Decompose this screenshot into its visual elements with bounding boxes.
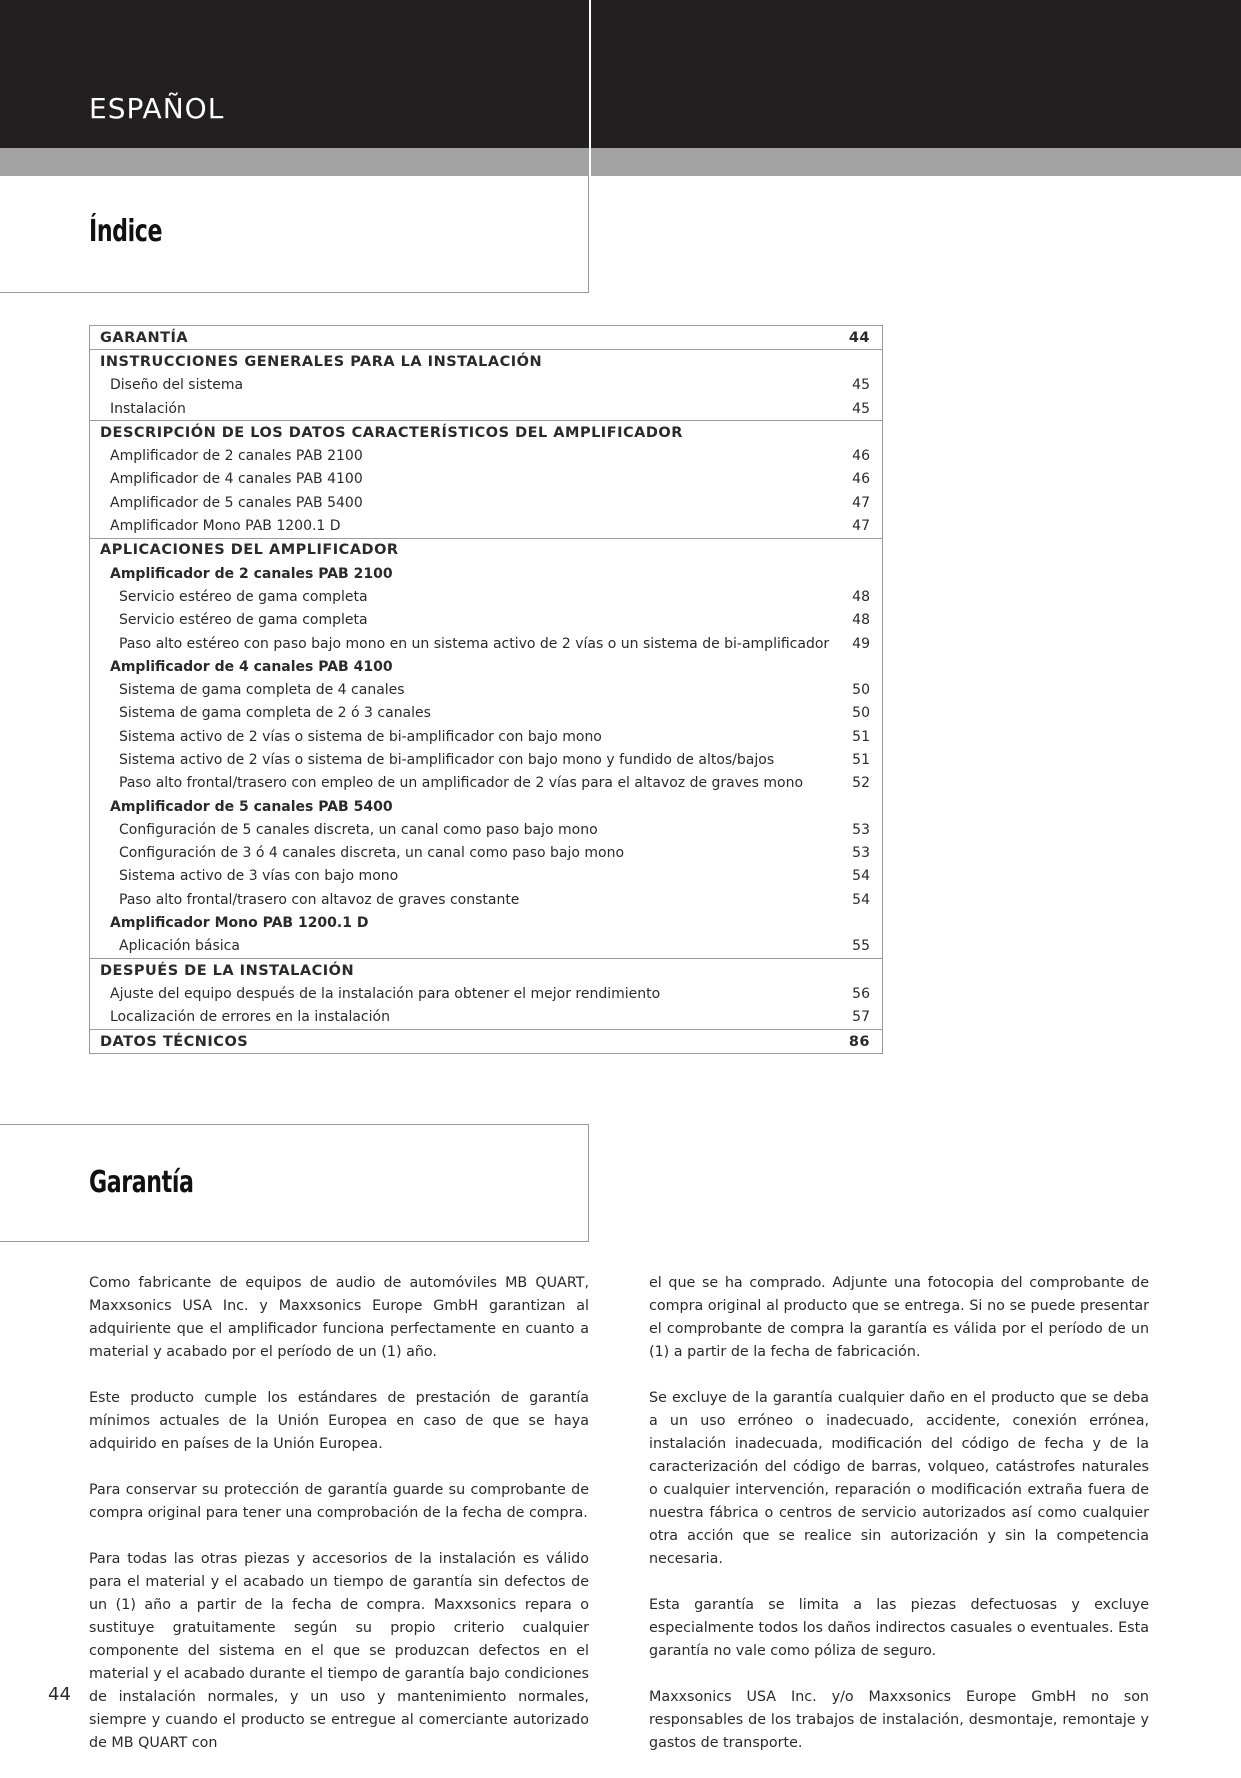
toc-entry[interactable]	[90, 514, 882, 537]
page-number: 44	[48, 1684, 71, 1705]
toc-entry-page: 48	[852, 612, 870, 629]
table-of-contents	[89, 325, 883, 1054]
toc-entry[interactable]	[90, 421, 882, 444]
index-title-box	[0, 176, 589, 293]
toc-entry-label: Sistema de gama completa de 2 ó 3 canales	[119, 705, 431, 722]
toc-entry[interactable]	[90, 678, 882, 701]
toc-entry-label: Diseño del sistema	[110, 377, 244, 394]
toc-entry[interactable]	[90, 959, 882, 982]
toc-entry-page: 54	[852, 891, 870, 908]
toc-entry-page: 50	[852, 705, 870, 722]
toc-entry-label: Configuración de 3 ó 4 canales discreta, un canal como paso bajo mono	[119, 845, 625, 862]
toc-entry[interactable]	[90, 911, 882, 934]
toc-entry-label: Sistema activo de 2 vías o sistema de bi-amplificador con bajo mono y fundido de altos/bajos	[119, 751, 775, 768]
warranty-paragraph: Para todas las otras piezas y accesorios de la instalación es válido para el material y el acabado un tiempo de garantía sin defectos de un (1) año a partir de la fecha de compra. Maxxsonics repara o sustituye gratuitamente según su propio criterio cualquier componente del sistema en el que se produzcan defectos en el material y el acabado durante el tiempo de garantía bajo condiciones de instalación normales, y un uso y mantenimiento normales, siempre y cuando el producto se entregue al comerciante autorizado de MB QUART con	[89, 1551, 589, 1751]
toc-entry-label: Localización de errores en la instalación	[110, 1009, 390, 1026]
toc-entry-label: Instalación	[110, 400, 186, 417]
toc-entry-label: Amplificador de 4 canales PAB 4100	[110, 658, 393, 675]
toc-group	[90, 349, 882, 420]
toc-entry-label: Amplificador Mono PAB 1200.1 D	[110, 518, 341, 535]
language-label: ESPAÑOL	[89, 92, 225, 125]
toc-group	[90, 326, 882, 349]
toc-entry-label: Sistema activo de 3 vías con bajo mono	[119, 868, 399, 885]
toc-entry-page: 47	[852, 494, 870, 511]
toc-entry-page: 48	[852, 588, 870, 605]
toc-entry[interactable]	[90, 326, 882, 349]
warranty-paragraph: Como fabricante de equipos de audio de automóviles MB QUART, Maxxsonics USA Inc. y Maxxsonics Europe GmbH garantizan al adquiriente que el amplificador funciona perfectamente en cuanto a material y acabado por el período de un (1) año.	[89, 1275, 589, 1360]
toc-entry[interactable]	[90, 585, 882, 608]
toc-entry-label: Paso alto frontal/trasero con altavoz de graves constante	[119, 891, 520, 908]
warranty-title: Garantía	[89, 1165, 194, 1200]
warranty-paragraph: Para conservar su protección de garantía guarde su comprobante de compra original para tener una comprobación de la fecha de compra.	[89, 1482, 589, 1521]
toc-entry-page: 46	[852, 448, 870, 465]
toc-entry[interactable]	[90, 397, 882, 420]
toc-entry-page: 44	[848, 329, 870, 346]
toc-entry[interactable]	[90, 1006, 882, 1029]
toc-entry-page: 57	[852, 1009, 870, 1026]
toc-entry-label: DATOS TÉCNICOS	[100, 1033, 249, 1050]
toc-entry[interactable]	[90, 444, 882, 467]
toc-entry-label: Amplificador de 2 canales PAB 2100	[110, 448, 363, 465]
toc-entry[interactable]	[90, 632, 882, 655]
toc-entry-page: 51	[852, 728, 870, 745]
toc-entry-page: 45	[852, 377, 870, 394]
toc-entry-page: 47	[852, 518, 870, 535]
toc-entry-page: 54	[852, 868, 870, 885]
toc-entry[interactable]	[90, 702, 882, 725]
toc-entry-label: Paso alto estéreo con paso bajo mono en un sistema activo de 2 vías o un sistema de bi-amplificador	[119, 635, 830, 652]
toc-group	[90, 538, 882, 958]
toc-entry[interactable]	[90, 491, 882, 514]
toc-entry[interactable]	[90, 842, 882, 865]
toc-entry-label: INSTRUCCIONES GENERALES PARA LA INSTALACIÓN	[100, 353, 543, 370]
index-title: Índice	[89, 214, 163, 249]
toc-entry-label: APLICACIONES DEL AMPLIFICADOR	[100, 542, 399, 559]
toc-entry-label: Servicio estéreo de gama completa	[119, 612, 368, 629]
toc-entry-page: 55	[852, 938, 870, 955]
warranty-column-right	[649, 1272, 1149, 1778]
header-band	[0, 0, 1241, 148]
toc-entry[interactable]	[90, 350, 882, 373]
toc-group	[90, 420, 882, 537]
toc-group	[90, 958, 882, 1029]
toc-entry-page: 53	[852, 845, 870, 862]
warranty-paragraph: Maxxsonics USA Inc. y/o Maxxsonics Europe GmbH no son responsables de los trabajos de instalación, desmontaje, remontaje y gastos de transporte.	[649, 1689, 1149, 1751]
warranty-paragraph: Se excluye de la garantía cualquier daño en el producto que se deba a un uso erróneo o inadecuado, accidente, conexión errónea, instalación inadecuada, modificación del código de fecha y de la caracterización del código de barras, volqueo, catástrofes naturales o cualquier intervención, reparación o modificación extraña fuera de nuestra fábrica o centros de servicio autorizados así como cualquier otra acción que se realice sin autorización y sin la competencia necesaria.	[649, 1390, 1149, 1567]
toc-entry[interactable]	[90, 539, 882, 562]
toc-entry[interactable]	[90, 795, 882, 818]
toc-entry[interactable]	[90, 655, 882, 678]
toc-entry-label: Amplificador de 2 canales PAB 2100	[110, 565, 393, 582]
header-stripe	[0, 148, 1241, 176]
toc-entry-page: 53	[852, 821, 870, 838]
warranty-paragraph: Este producto cumple los estándares de prestación de garantía mínimos actuales de la Unión Europea en caso de que se haya adquirido en países de la Unión Europea.	[89, 1390, 589, 1452]
toc-entry[interactable]	[90, 725, 882, 748]
toc-entry-label: Amplificador de 5 canales PAB 5400	[110, 798, 393, 815]
toc-entry[interactable]	[90, 748, 882, 771]
toc-entry[interactable]	[90, 982, 882, 1005]
toc-entry-label: Configuración de 5 canales discreta, un canal como paso bajo mono	[119, 821, 598, 838]
toc-entry-label: Servicio estéreo de gama completa	[119, 588, 368, 605]
warranty-column-left	[89, 1272, 589, 1778]
toc-entry[interactable]	[90, 1030, 882, 1053]
header-divider	[589, 0, 591, 176]
toc-entry-page: 46	[852, 471, 870, 488]
toc-entry-page: 86	[848, 1033, 870, 1050]
toc-entry[interactable]	[90, 562, 882, 585]
warranty-paragraph: el que se ha comprado. Adjunte una fotocopia del comprobante de compra original al producto que se entrega. Si no se puede presentar el comprobante de compra la garantía es válida por el período de un (1) a partir de la fecha de fabricación.	[649, 1275, 1149, 1360]
toc-entry[interactable]	[90, 935, 882, 958]
toc-entry[interactable]	[90, 609, 882, 632]
toc-entry[interactable]	[90, 468, 882, 491]
toc-entry-label: DESCRIPCIÓN DE LOS DATOS CARACTERÍSTICOS DEL AMPLIFICADOR	[100, 424, 683, 441]
toc-entry-page: 50	[852, 682, 870, 699]
toc-entry-page: 45	[852, 400, 870, 417]
toc-entry-label: Amplificador de 4 canales PAB 4100	[110, 471, 363, 488]
toc-entry-label: Ajuste del equipo después de la instalación para obtener el mejor rendimiento	[110, 985, 661, 1002]
toc-entry-page: 51	[852, 751, 870, 768]
toc-entry-label: Sistema activo de 2 vías o sistema de bi-amplificador con bajo mono	[119, 728, 602, 745]
toc-entry[interactable]	[90, 865, 882, 888]
toc-entry-page: 56	[852, 985, 870, 1002]
toc-entry-label: Paso alto frontal/trasero con empleo de un amplificador de 2 vías para el altavoz de graves mono	[119, 775, 804, 792]
toc-group	[90, 1029, 882, 1053]
toc-entry-page: 49	[852, 635, 870, 652]
toc-entry[interactable]	[90, 818, 882, 841]
toc-entry-label: Aplicación básica	[119, 938, 240, 955]
toc-entry[interactable]	[90, 772, 882, 795]
toc-entry-label: Amplificador de 5 canales PAB 5400	[110, 494, 363, 511]
toc-entry-label: DESPUÉS DE LA INSTALACIÓN	[100, 962, 355, 979]
toc-entry[interactable]	[90, 888, 882, 911]
warranty-title-box	[0, 1124, 589, 1242]
toc-entry[interactable]	[90, 374, 882, 397]
warranty-paragraph: Esta garantía se limita a las piezas defectuosas y excluye especialmente todos los daños indirectos casuales o eventuales. Esta garantía no vale como póliza de seguro.	[649, 1597, 1149, 1659]
toc-entry-page: 52	[852, 775, 870, 792]
toc-entry-label: Amplificador Mono PAB 1200.1 D	[110, 915, 369, 932]
toc-entry-label: GARANTÍA	[100, 329, 189, 346]
toc-entry-label: Sistema de gama completa de 4 canales	[119, 682, 405, 699]
